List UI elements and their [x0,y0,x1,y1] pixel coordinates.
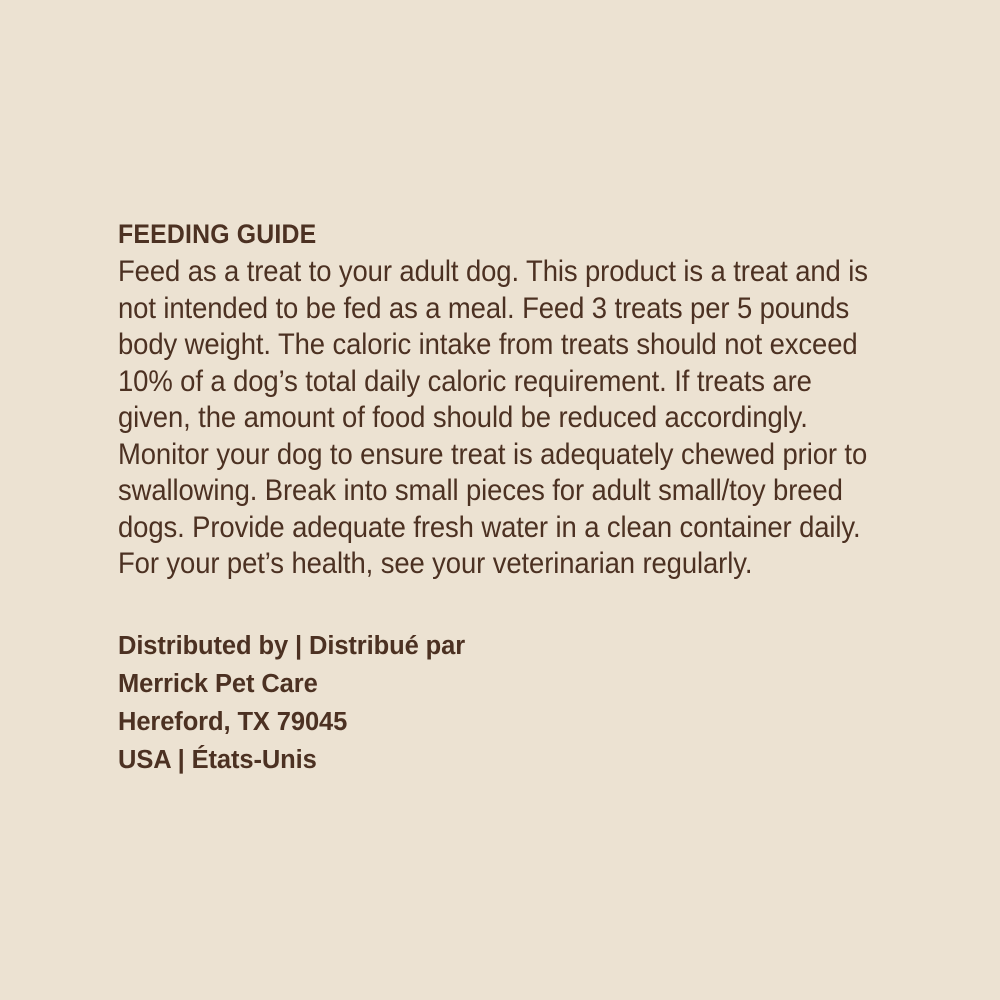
distributor-line-1: Distributed by | Distribué par [118,631,466,660]
distributor-line-4: USA | États-Unis [118,745,317,774]
feeding-guide-heading: FEEDING GUIDE [118,219,317,249]
feeding-guide-body: Feed as a treat to your adult dog. This product is a treat and is not intended to be fed as a meal. Feed 3 treats per 5 pounds body weight. The caloric intake from treats should not exceed 10% of a dog’s total daily caloric requirement. If treats are given, the amount of food should be reduced accordingly. Monitor your dog to ensure treat is adequately chewed prior to swallowing. Break into small pieces for adult small/toy breed dogs. Provide adequate fresh water in a clean container daily. For your pet’s health, see your veterinarian regularly. [118,255,868,581]
distributor-block [118,627,908,779]
distributor-line-3: Hereford, TX 79045 [118,707,348,736]
distributor-line-2: Merrick Pet Care [118,669,318,698]
label-content [118,220,908,779]
